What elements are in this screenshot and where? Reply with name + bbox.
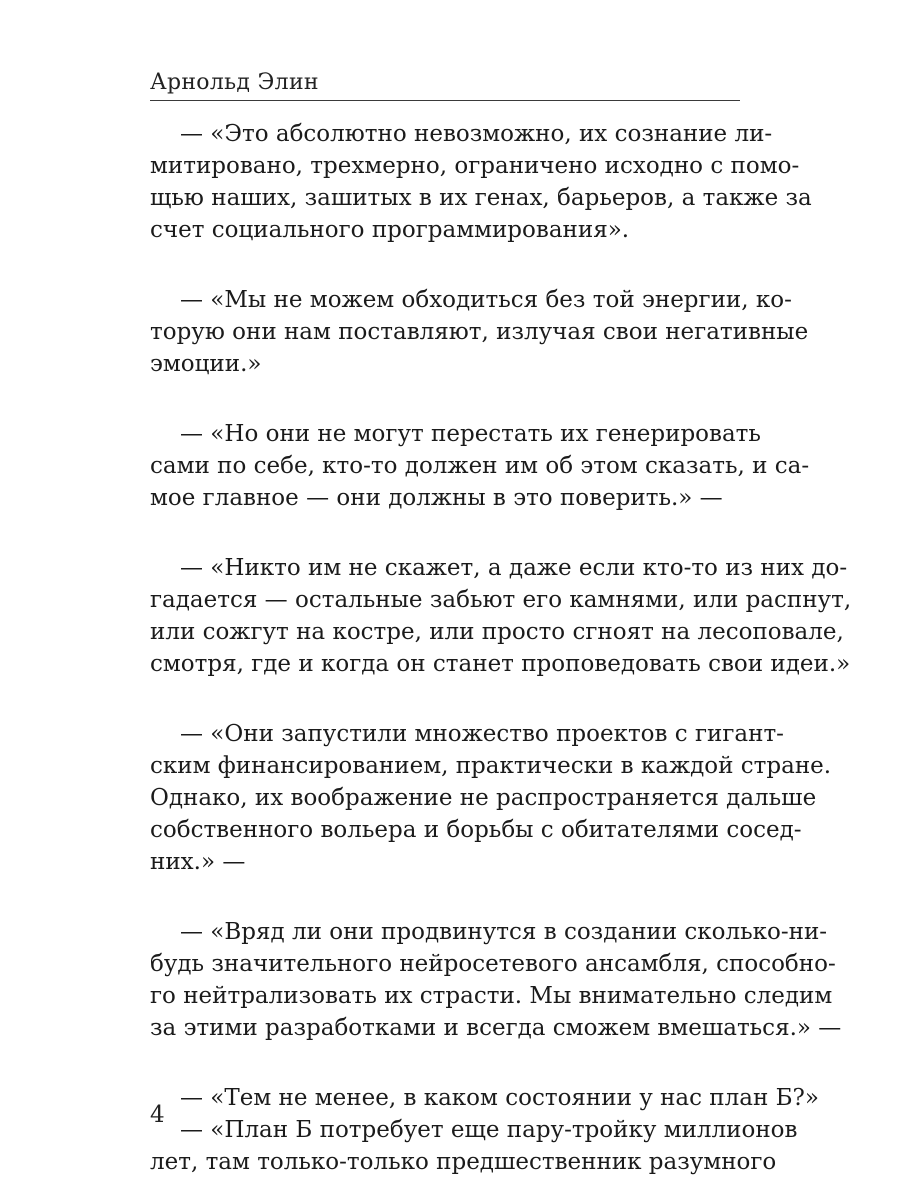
- text-line: — «План Б потребует еще пару-тройку миллионов: [180, 1117, 798, 1143]
- text-line: собственного вольера и борьбы с обитателями сосед-: [150, 817, 802, 843]
- text-line: них.» —: [150, 849, 246, 875]
- paragraph: [150, 118, 812, 246]
- text-line: за этими разработками и всегда сможем вмешаться.» —: [150, 1015, 842, 1041]
- text-line: мое главное — они должны в это поверить.» —: [150, 485, 723, 511]
- text-line: — «Никто им не скажет, а даже если кто-то из них до-: [180, 555, 848, 581]
- text-line: Однако, их воображение не распространяется дальше: [150, 785, 817, 811]
- text-line: лет, там только-только предшественник разумного: [150, 1149, 777, 1175]
- paragraph: [150, 552, 852, 680]
- text-line: эмоции.»: [150, 351, 262, 377]
- paragraph: [150, 916, 842, 1044]
- text-line: митировано, трехмерно, ограничено исходно с помо-: [150, 153, 800, 179]
- text-line: щью наших, зашитых в их генах, барьеров, а также за: [150, 185, 812, 211]
- paragraph: [150, 284, 809, 380]
- header-rule: [150, 100, 740, 101]
- text-line: — «Это абсолютно невозможно, их сознание ли-: [180, 121, 773, 147]
- page-number: 4: [150, 1102, 165, 1128]
- text-line: — «Но они не могут перестать их генерировать: [180, 421, 761, 447]
- running-head: Арнольд Элин: [150, 70, 319, 95]
- text-line: смотря, где и когда он станет проповедовать свои идеи.»: [150, 651, 851, 677]
- text-line: — «Они запустили множество проектов с гигант-: [180, 721, 784, 747]
- text-line: торую они нам поставляют, излучая свои негативные: [150, 319, 809, 345]
- paragraph: [150, 718, 832, 878]
- text-line: гадается — остальные забьют его камнями, или распнут,: [150, 587, 852, 613]
- text-line: — «Мы не можем обходиться без той энергии, ко-: [180, 287, 792, 313]
- text-line: счет социального программирования».: [150, 217, 630, 243]
- text-line: го нейтрализовать их страсти. Мы внимательно следим: [150, 983, 833, 1009]
- text-line: будь значительного нейросетевого ансамбля, способно-: [150, 951, 836, 977]
- text-line: — «Тем не менее, в каком состоянии у нас план Б?»: [180, 1085, 819, 1111]
- text-line: сами по себе, кто-то должен им об этом сказать, и са-: [150, 453, 810, 479]
- paragraph: [150, 1082, 819, 1114]
- text-line: ским финансированием, практически в каждой стране.: [150, 753, 832, 779]
- paragraph: [150, 1114, 798, 1178]
- body-text: [150, 118, 852, 1178]
- text-line: или сожгут на костре, или просто сгноят на лесоповале,: [150, 619, 844, 645]
- text-line: — «Вряд ли они продвинутся в создании сколько-ни-: [180, 919, 828, 945]
- paragraph: [150, 418, 810, 514]
